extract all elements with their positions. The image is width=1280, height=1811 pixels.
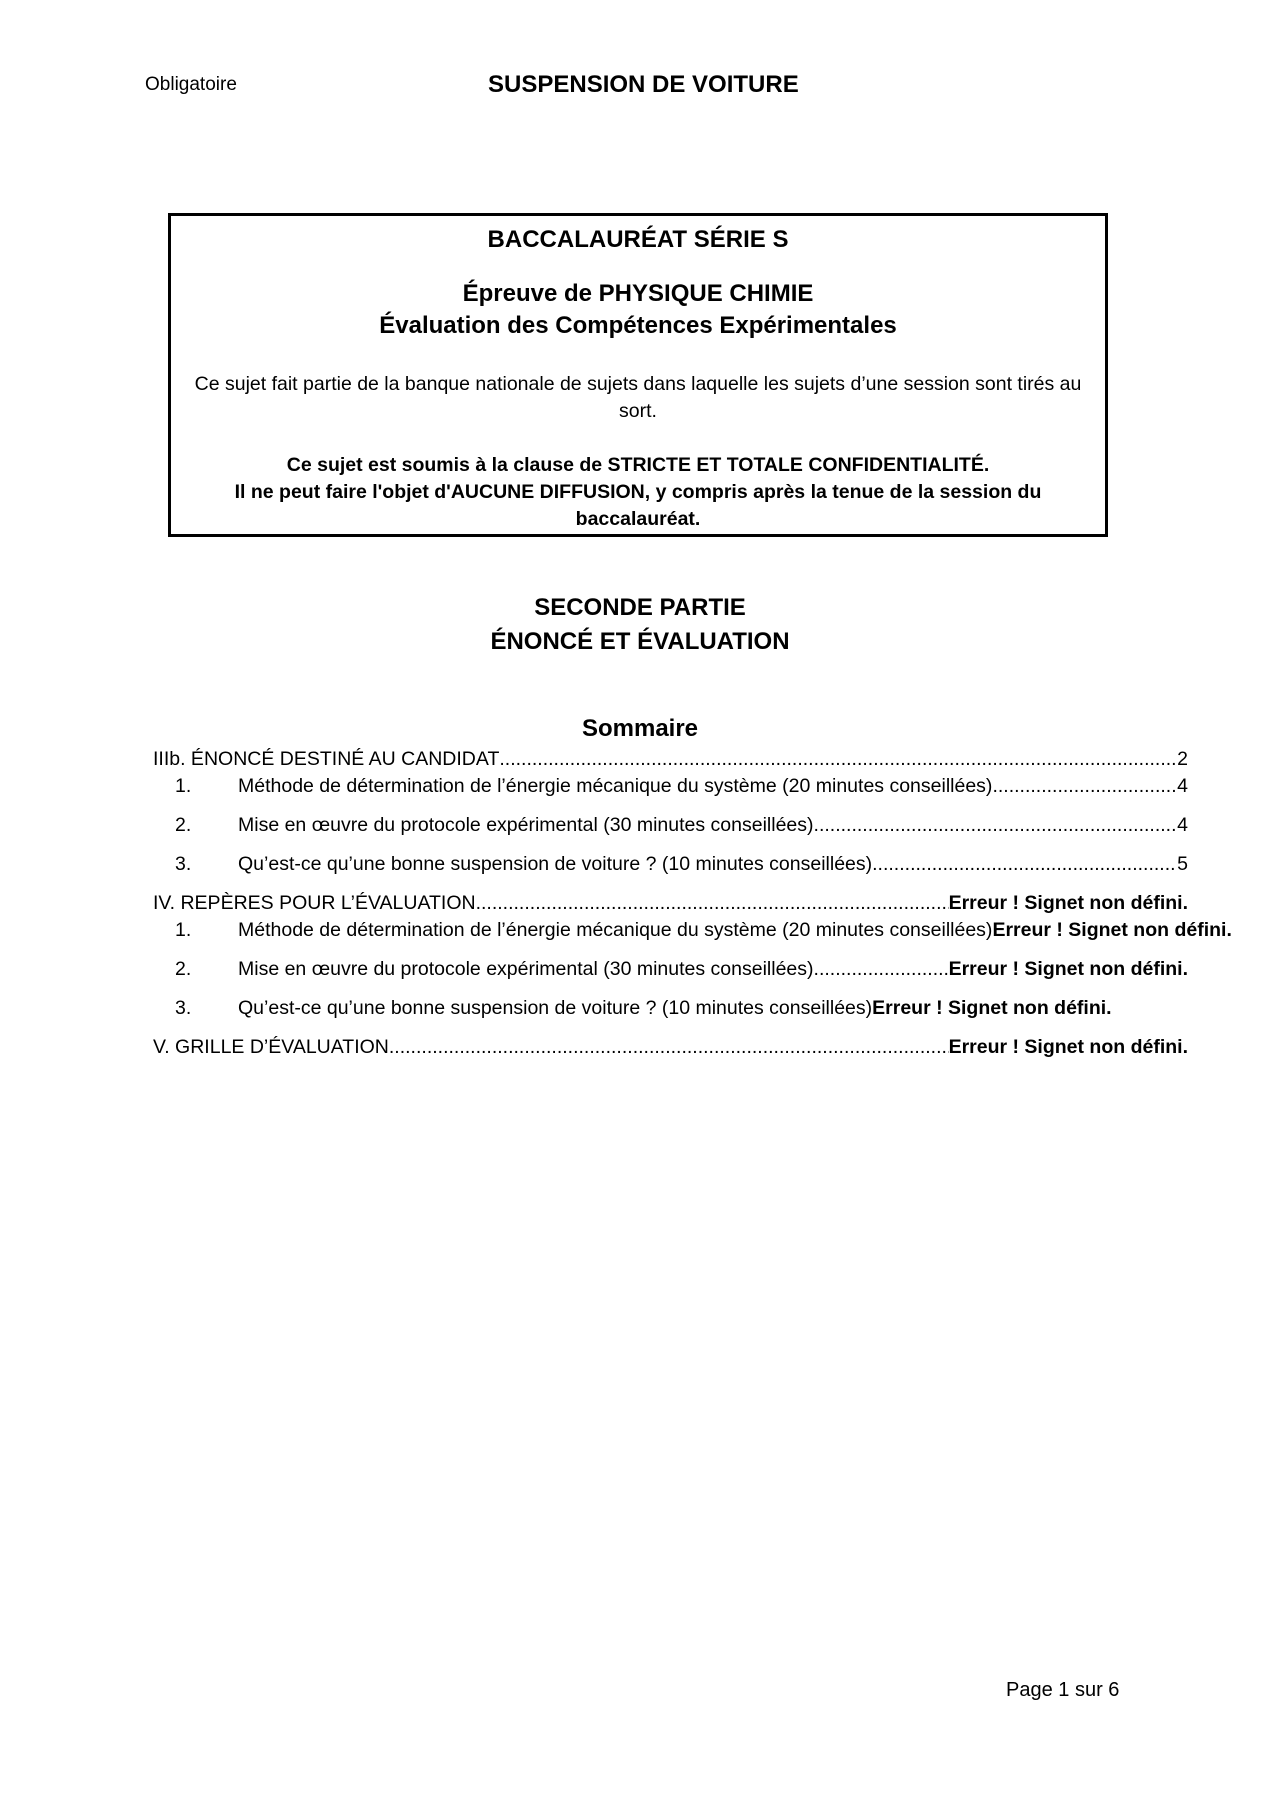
toc-entry-page-error: Erreur ! Signet non défini. xyxy=(872,997,1112,1019)
toc-leader-dots xyxy=(814,814,1178,837)
toc-entry-label: IV. REPÈRES POUR L’ÉVALUATION xyxy=(153,892,476,914)
toc-entry-page: 4 xyxy=(1177,814,1188,836)
box-subtitle-1: Épreuve de PHYSIQUE CHIMIE xyxy=(462,280,814,307)
part-title: SECONDE PARTIE xyxy=(534,594,746,621)
toc-leader-dots xyxy=(814,958,949,981)
exam-info-box xyxy=(168,213,1108,537)
toc-entry-page-error: Erreur ! Signet non défini. xyxy=(948,892,1188,914)
toc-entry-number: 1. xyxy=(175,775,192,797)
toc-entry-label: Mise en œuvre du protocole expérimental (30 minutes conseillées) xyxy=(238,814,814,836)
box-paragraph-1: Ce sujet fait partie de la banque nationale de sujets dans laquelle les sujets d’une session sont tirés au sort. xyxy=(194,373,1082,422)
toc-leader-dots xyxy=(872,853,1177,876)
box-title: BACCALAURÉAT SÉRIE S xyxy=(487,226,789,253)
toc-entry-label: V. GRILLE D’ÉVALUATION xyxy=(153,1036,389,1058)
confidentiality-notice xyxy=(171,452,1105,533)
toc-entry-page: 2 xyxy=(1177,748,1188,770)
toc-leader-dots xyxy=(389,1036,949,1059)
part-subtitle: ÉNONCÉ ET ÉVALUATION xyxy=(490,628,790,655)
confidentiality-line-2: Il ne peut faire l'objet d'AUCUNE DIFFUSION, y compris après la tenue de la session du baccalauréat. xyxy=(234,481,1042,530)
toc-entry[interactable] xyxy=(175,853,1188,879)
toc-entry-page-error: Erreur ! Signet non défini. xyxy=(948,958,1188,980)
confidentiality-line-1: Ce sujet est soumis à la clause de STRICTE ET TOTALE CONFIDENTIALITÉ. xyxy=(286,454,990,476)
toc-entry-label: Méthode de détermination de l’énergie mécanique du système (20 minutes conseillées) xyxy=(238,775,993,797)
toc-entry-page: 4 xyxy=(1177,775,1188,797)
toc-entry[interactable] xyxy=(153,748,1188,774)
header-mention: Obligatoire xyxy=(145,74,237,95)
box-subtitle-2: Évaluation des Compétences Expérimentales xyxy=(379,312,897,339)
toc-entry-label: Qu’est-ce qu’une bonne suspension de voiture ? (10 minutes conseillées) xyxy=(238,997,873,1019)
toc-title: Sommaire xyxy=(581,715,699,742)
toc-leader-dots xyxy=(476,892,949,915)
toc-entry[interactable] xyxy=(175,775,1188,801)
toc-entry[interactable] xyxy=(175,919,1275,945)
toc-leader-dots xyxy=(499,748,1177,771)
toc-entry-number: 2. xyxy=(175,814,192,836)
toc-entry-page-error: Erreur ! Signet non défini. xyxy=(992,919,1232,941)
toc-entry[interactable] xyxy=(175,958,1188,984)
toc-leader-dots xyxy=(992,775,1177,798)
toc-entry-page-error: Erreur ! Signet non défini. xyxy=(948,1036,1188,1058)
toc-entry-number: 1. xyxy=(175,919,192,941)
toc-entry-label: Mise en œuvre du protocole expérimental (30 minutes conseillées) xyxy=(238,958,814,980)
toc-entry-label: Qu’est-ce qu’une bonne suspension de voiture ? (10 minutes conseillées) xyxy=(238,853,873,875)
toc-entry-label: IIIb. ÉNONCÉ DESTINÉ AU CANDIDAT xyxy=(153,748,500,770)
toc-entry-page: 5 xyxy=(1177,853,1188,875)
toc-entry-label: Méthode de détermination de l’énergie mécanique du système (20 minutes conseillées) xyxy=(238,919,993,941)
toc-entry-number: 3. xyxy=(175,997,192,1019)
toc-entry-number: 2. xyxy=(175,958,192,980)
toc-entry[interactable] xyxy=(175,814,1188,840)
toc-entry-number: 3. xyxy=(175,853,192,875)
page-number: Page 1 sur 6 xyxy=(1006,1679,1120,1701)
toc-entry[interactable] xyxy=(153,892,1188,918)
toc-entry[interactable] xyxy=(175,997,1205,1023)
document-title: SUSPENSION DE VOITURE xyxy=(488,71,799,98)
toc-entry[interactable] xyxy=(153,1036,1188,1062)
